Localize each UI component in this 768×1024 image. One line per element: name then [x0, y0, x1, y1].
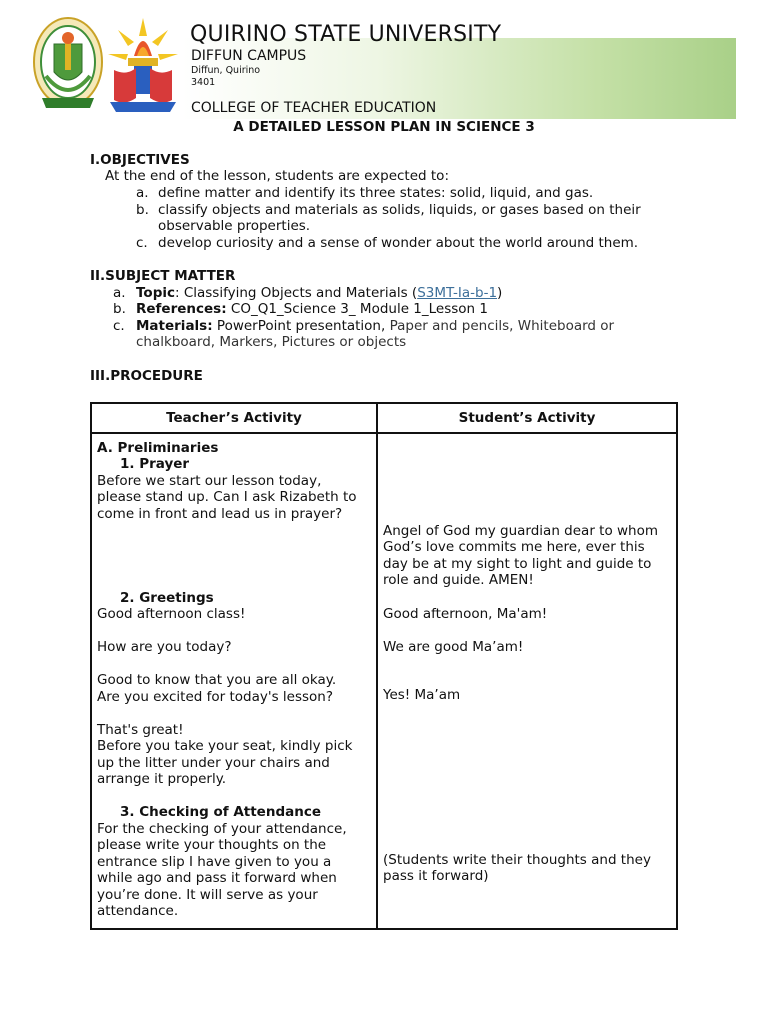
- university-seal-logo: [32, 14, 104, 118]
- competency-code-link[interactable]: S3MT-Ia-b-1: [417, 285, 498, 301]
- prayer-student-line: role and guide. AMEN!: [383, 572, 534, 588]
- objective-item-b-cont: observable properties.: [158, 218, 311, 234]
- objective-item-a: define matter and identify its three states: solid, liquid, and gas.: [158, 185, 594, 201]
- greeting-teacher-2: How are you today?: [97, 639, 232, 655]
- references-value: CO_Q1_Science 3_ Module 1_Lesson 1: [226, 301, 488, 317]
- attendance-teacher-line: entrance slip I have given to you a: [97, 854, 332, 870]
- greeting-student-1: Good afternoon, Ma'am!: [383, 606, 548, 622]
- materials-marker: c.: [113, 318, 125, 334]
- materials-label: Materials:: [136, 318, 213, 334]
- attendance-teacher-line: you’re done. It will serve as your: [97, 887, 318, 903]
- greeting-teacher-3: Are you excited for today's lesson?: [97, 689, 334, 705]
- greeting-teacher-4: arrange it properly.: [97, 771, 227, 787]
- campus-address-line2: 3401: [191, 77, 216, 88]
- materials-value: PowerPoint presentation,: [212, 318, 390, 334]
- references-line: [136, 301, 488, 318]
- greeting-teacher-3: Good to know that you are all okay.: [97, 672, 337, 688]
- prayer-heading: 1. Prayer: [120, 456, 190, 472]
- campus-address-line1: Diffun, Quirino: [191, 65, 261, 76]
- attendance-teacher-line: please write your thoughts on the: [97, 837, 327, 853]
- objective-marker-b: b.: [136, 202, 149, 218]
- topic-value: : Classifying Objects and Materials (: [174, 285, 418, 301]
- references-label: References:: [136, 301, 227, 317]
- teacher-activity-cell: [91, 433, 377, 929]
- greetings-heading: 2. Greetings: [120, 590, 214, 606]
- greeting-teacher-4: Before you take your seat, kindly pick: [97, 738, 353, 754]
- student-activity-header: Student’s Activity: [377, 403, 677, 433]
- greeting-student-2: We are good Ma’am!: [383, 639, 524, 655]
- attendance-heading: 3. Checking of Attendance: [120, 804, 321, 820]
- topic-label: Topic: [136, 285, 175, 301]
- procedure-table: [90, 402, 678, 930]
- objective-marker-c: c.: [136, 235, 148, 251]
- campus-name: DIFFUN CAMPUS: [191, 48, 307, 64]
- objectives-heading: I.OBJECTIVES: [90, 152, 190, 168]
- materials-line: [136, 318, 614, 335]
- student-activity-cell: [377, 433, 677, 929]
- document-title: A DETAILED LESSON PLAN IN SCIENCE 3: [233, 119, 535, 135]
- preliminaries-heading: A. Preliminaries: [97, 440, 219, 456]
- prayer-student-line: God’s love commits me here, ever this: [383, 539, 645, 555]
- teacher-activity-header: Teacher’s Activity: [91, 403, 377, 433]
- topic-close: ): [497, 285, 503, 301]
- attendance-teacher-line: For the checking of your attendance,: [97, 821, 347, 837]
- materials-value-b: Paper and pencils, Whiteboard or: [389, 318, 615, 334]
- prayer-student-line: Angel of God my guardian dear to whom: [383, 523, 659, 539]
- objective-item-c: develop curiosity and a sense of wonder about the world around them.: [158, 235, 639, 251]
- procedure-heading: III.PROCEDURE: [90, 368, 203, 384]
- objective-marker-a: a.: [136, 185, 149, 201]
- college-name: COLLEGE OF TEACHER EDUCATION: [191, 100, 437, 116]
- greeting-teacher-1: Good afternoon class!: [97, 606, 246, 622]
- university-name: QUIRINO STATE UNIVERSITY: [190, 22, 502, 47]
- prayer-student-line: day be at my sight to light and guide to: [383, 556, 652, 572]
- attendance-student-line: (Students write their thoughts and they: [383, 852, 651, 868]
- objectives-intro: At the end of the lesson, students are expected to:: [105, 168, 449, 184]
- subject-matter-heading: II.SUBJECT MATTER: [90, 268, 236, 284]
- greeting-teacher-4: That's great!: [97, 722, 184, 738]
- materials-value-cont: chalkboard, Markers, Pictures or objects: [136, 334, 407, 350]
- greeting-student-3: Yes! Ma’am: [383, 687, 461, 703]
- greeting-teacher-4: up the litter under your chairs and: [97, 755, 330, 771]
- attendance-student-line: pass it forward): [383, 868, 489, 884]
- college-emblem-logo: [106, 16, 180, 116]
- objective-item-b: classify objects and materials as solids, liquids, or gases based on their: [158, 202, 641, 218]
- prayer-teacher-line: please stand up. Can I ask Rizabeth to: [97, 489, 357, 505]
- topic-marker: a.: [113, 285, 126, 301]
- prayer-teacher-line: Before we start our lesson today,: [97, 473, 322, 489]
- references-marker: b.: [113, 301, 126, 317]
- attendance-teacher-line: while ago and pass it forward when: [97, 870, 337, 886]
- prayer-teacher-line: come in front and lead us in prayer?: [97, 506, 343, 522]
- attendance-teacher-line: attendance.: [97, 903, 179, 919]
- topic-line: [136, 285, 502, 302]
